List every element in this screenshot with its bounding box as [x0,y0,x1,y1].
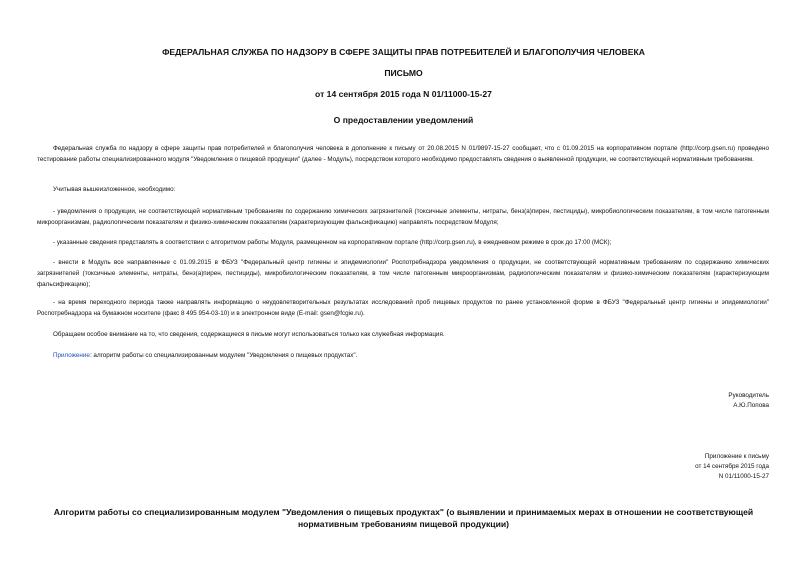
document-type-heading: ПИСЬМО [384,68,423,78]
document-subject: О предоставлении уведомлений [333,115,474,125]
document-date-number: от 14 сентября 2015 года N 01/11000-15-27 [315,89,492,99]
body-paragraph-transition: - на время переходного периода также направлять информацию о неудовлетворительных результатах исследований проб пищевых продуктов по ранее установленной форме в ФБУЗ "Федеральный центр гигиены и эпидемиологии" Роспотребнадзора на бумажном носителе (факс 8 495 954-03-10) и в электронном виде (E-mail: gsen@fcgie.ru). [37,299,769,317]
body-paragraph-appendix [37,350,769,361]
organization-heading: ФЕДЕРАЛЬНАЯ СЛУЖБА ПО НАДЗОРУ В СФЕРЕ ЗАЩИТЫ ПРАВ ПОТРЕБИТЕЛЕЙ И БЛАГОПОЛУЧИЯ ЧЕЛОВЕКА [162,47,645,57]
body-paragraph-intro: Федеральная служба по надзору в сфере защиты прав потребителей и благополучия человека в дополнение к письму от 20.08.2015 N 01/9897-15-27 сообщает, что с 01.09.2015 на корпоративном портале (http://corp.gsen.ru) проведено тестирование работы специализированного модуля "Уведомления о пищевой продукции" (далее - Модуль), посредством которого необходимо предоставлять сведения о выявленной продукции, не соответствующей нормативным требованиям. [37,145,769,163]
appendix-link[interactable]: Приложение [53,352,90,359]
appendix-note-line-1: Приложение к письму [704,453,769,460]
algorithm-title: Алгоритм работы со специализированным модулем "Уведомления о пищевых продуктах" (о выявлении и принимаемых мерах в отношении не соответствующей нормативным требованиям пищевой продукции) [53,507,754,529]
appendix-note-line-2: от 14 сентября 2015 года [695,463,769,470]
body-paragraph-submission: - указанные сведения представлять в соответствии с алгоритмом работы Модуля, размещенном на корпоративном портале (http://corp.gsen.ru), в ежедневном режиме в срок до 17:00 (МСК); [53,239,612,246]
appendix-description: : алгоритм работы со специализированным модулем "Уведомления о пищевых продуктах". [89,352,358,359]
signature-position: Руководитель [728,392,769,399]
appendix-note [695,452,769,482]
body-paragraph-notifications: - уведомления о продукции, не соответствующей нормативным требованиям по содержанию химических загрязнителей (токсичные элементы, нитраты, бенз(а)пирен, пестициды), микробиологическим показателям, в том числе патогенным микроорганизмам, радиологическим показателям и физико-химическим показателям (характеризующим фальсификацию) направлять посредством Модуля; [37,208,769,226]
signature-block [728,391,769,411]
body-paragraph-confidential: Обращаем особое внимание на то, что сведения, содержащиеся в письме могут использоваться только как служебная информация. [53,331,445,338]
signature-name: А.Ю.Попова [733,402,769,409]
body-paragraph-necessary: Учитывая вышеизложенное, необходимо: [53,186,176,193]
appendix-note-line-3: N 01/11000-15-27 [718,473,769,480]
body-paragraph-enter-module: - внести в Модуль все направленные с 01.09.2015 в ФБУЗ "Федеральный центр гигиены и эпидемиологии" Роспотребнадзора уведомления о продукции, не соответствующей нормативным требованиям по содержанию химических загрязнителей (токсичные элементы, нитраты, бенз(а)пирен, пестициды), микробиологическим показателям, в том числе патогенным микроорганизмам, радиологическим показателям и физико-химическим показателям (характеризующим фальсификацию); [37,259,769,288]
